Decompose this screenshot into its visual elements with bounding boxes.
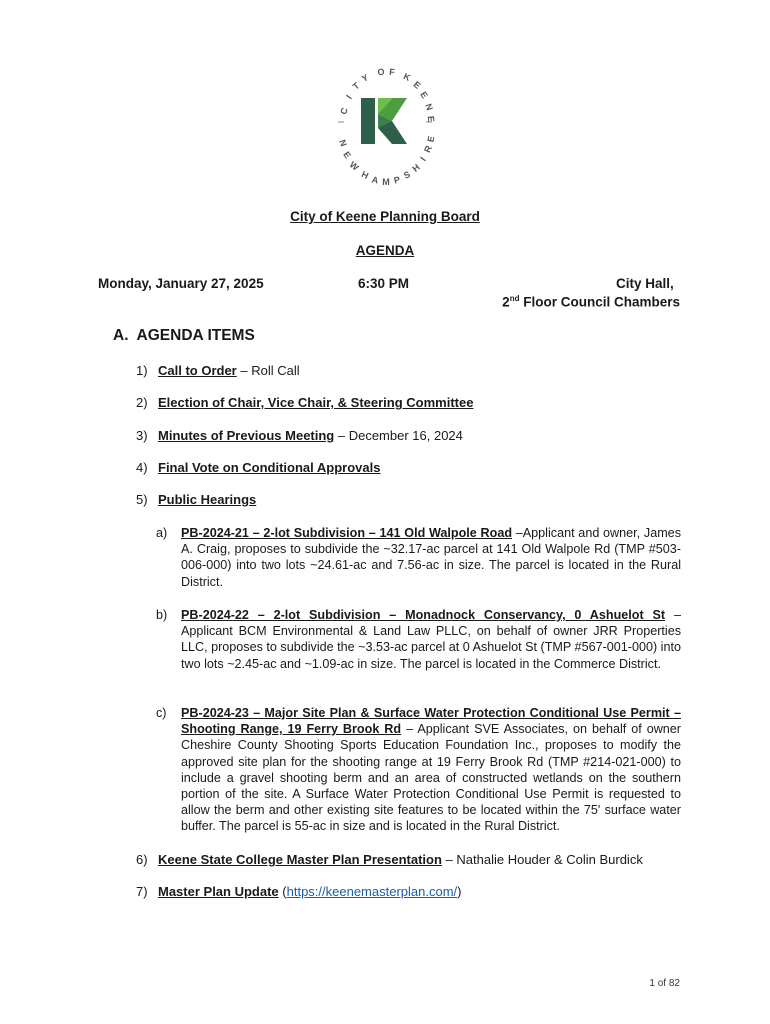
agenda-item-7: 7) Master Plan Update (https://keenemasterplan.com/) [136,884,462,899]
agenda-item-4: 4) Final Vote on Conditional Approvals [136,460,381,475]
logo-ring-text: C I T Y O F K E E N E N E W H A M P S H I R E [337,66,437,187]
location-line-2: 2nd Floor Council Chambers [502,294,680,310]
hearing-item-a: a) PB-2024-21 – 2-lot Subdivision – 141 Old Walpole Road –Applicant and owner, James A. Craig, proposes to subdivide the ~32.17-ac parcel at 141 Old Walpole Rd (TMP #503-006-000) into two lots ~24.61-ac and 7.56-ac in size. The parcel is located in the Rural District. [156,526,681,589]
city-of-keene-logo [330,62,440,188]
section-heading: A. AGENDA ITEMS [113,327,255,344]
agenda-item-2: 2) Election of Chair, Vice Chair, & Steering Committee [136,395,474,410]
board-title: City of Keene Planning Board [290,209,480,224]
page-number: 1 of 82 [649,978,680,989]
agenda-item-3: 3) Minutes of Previous Meeting – December 16, 2024 [136,428,463,443]
hearing-item-c: c) PB-2024-23 – Major Site Plan & Surface Water Protection Conditional Use Permit – Shooting Range, 19 Ferry Brook Rd – Applicant SVE Associates, on behalf of owner Cheshire County Shooting Sports Education Foundation Inc., proposes to modify the approved site plan for the shooting range at 19 Ferry Brook Rd (TMP #214-021-000) to include a gravel shooting berm and an area of constructed wetlands on the southern portion of the site. A Surface Water Protection Conditional Use Permit is requested to allow the berm and other existing site features to be located within the 75' surface water buffer. The parcel is 55-ac in size and is located in the Rural District. [156,706,681,834]
meeting-time: 6:30 PM [358,276,410,291]
master-plan-link[interactable]: https://keenemasterplan.com/ [286,884,458,899]
agenda-title: AGENDA [355,243,415,258]
agenda-item-6: 6) Keene State College Master Plan Presentation – Nathalie Houder & Colin Burdick [136,852,643,867]
location-line-1: City Hall, [616,276,674,291]
agenda-item-1: 1) Call to Order – Roll Call [136,363,300,378]
meeting-date: Monday, January 27, 2025 [98,276,264,291]
hearing-item-b: b) PB-2024-22 – 2-lot Subdivision – Monadnock Conservancy, 0 Ashuelot St – Applicant BCM Environmental & Land Law PLLC, on behalf of owner JRR Properties LLC, proposes to subdivide the ~3.53-ac parcel at 0 Ashuelot St (TMP #567-001-000) into two lots ~2.45-ac and ~1.09-ac in size. The parcel is located in the Commerce District. [156,608,681,671]
agenda-item-5: 5) Public Hearings [136,492,257,507]
